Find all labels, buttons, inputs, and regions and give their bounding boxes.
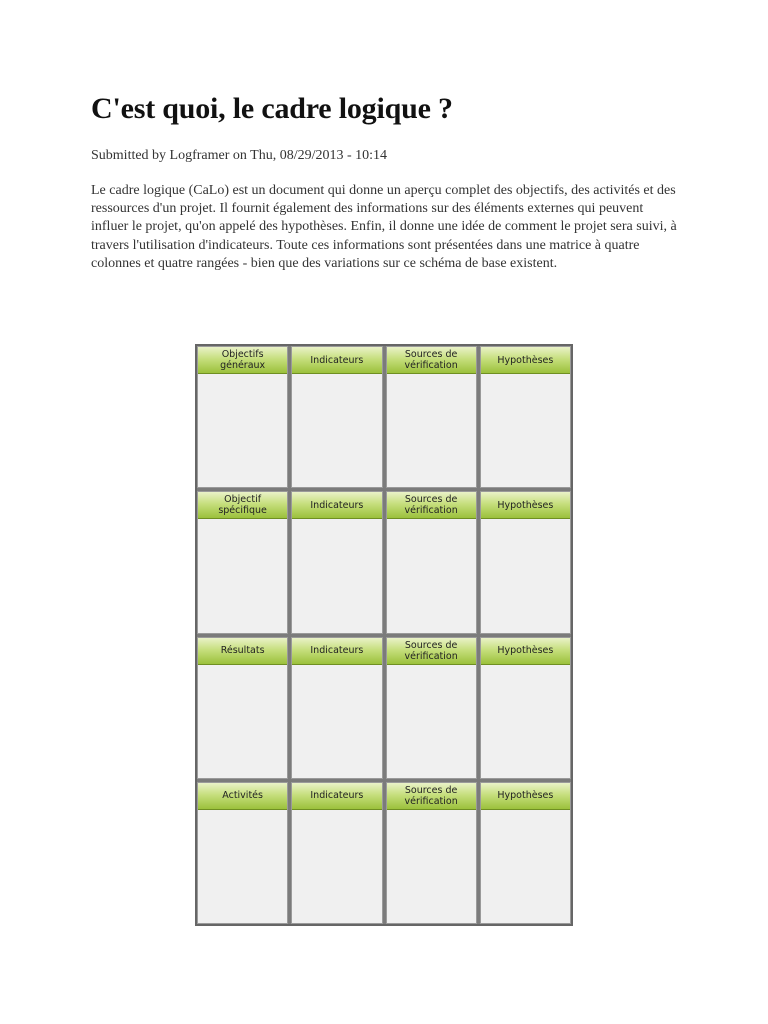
matrix-cell — [386, 782, 477, 924]
cell-body — [387, 810, 476, 923]
cell-body — [481, 519, 570, 632]
cell-header: Indicateurs — [292, 492, 381, 519]
page-title: C'est quoi, le cadre logique ? — [91, 92, 453, 125]
matrix-cell — [480, 346, 571, 488]
cell-header: Sources de vérification — [387, 492, 476, 519]
cell-header: Objectifs généraux — [198, 347, 287, 374]
cell-header: Hypothèses — [481, 638, 570, 665]
matrix-cell — [291, 491, 382, 633]
matrix-cell — [291, 346, 382, 488]
matrix-cell — [480, 637, 571, 779]
matrix-cell — [197, 782, 288, 924]
matrix-cell — [386, 346, 477, 488]
cell-body — [481, 665, 570, 778]
cell-body — [198, 665, 287, 778]
cell-header: Sources de vérification — [387, 783, 476, 810]
matrix-cell — [386, 637, 477, 779]
cell-header: Résultats — [198, 638, 287, 665]
cell-body — [292, 810, 381, 923]
cell-body — [387, 519, 476, 632]
cell-body — [292, 519, 381, 632]
matrix-cell — [480, 782, 571, 924]
cell-header: Sources de vérification — [387, 347, 476, 374]
cell-body — [198, 810, 287, 923]
matrix-cell — [197, 491, 288, 633]
cell-header: Hypothèses — [481, 492, 570, 519]
cell-header: Indicateurs — [292, 638, 381, 665]
cell-body — [481, 374, 570, 487]
logframe-matrix — [195, 344, 573, 926]
cell-header: Hypothèses — [481, 783, 570, 810]
matrix-cell — [480, 491, 571, 633]
matrix-cell — [291, 782, 382, 924]
cell-header: Indicateurs — [292, 783, 381, 810]
cell-header: Sources de vérification — [387, 638, 476, 665]
matrix-cell — [197, 637, 288, 779]
matrix-cell — [291, 637, 382, 779]
cell-header: Hypothèses — [481, 347, 570, 374]
cell-body — [198, 374, 287, 487]
matrix-cell — [386, 491, 477, 633]
cell-body — [292, 665, 381, 778]
cell-body — [198, 519, 287, 632]
cell-body — [292, 374, 381, 487]
cell-header: Activités — [198, 783, 287, 810]
cell-body — [481, 810, 570, 923]
matrix-cell — [197, 346, 288, 488]
cell-header: Indicateurs — [292, 347, 381, 374]
cell-body — [387, 374, 476, 487]
cell-header: Objectif spécifique — [198, 492, 287, 519]
cell-body — [387, 665, 476, 778]
submitted-info: Submitted by Logframer on Thu, 08/29/2013 - 10:14 — [91, 148, 388, 163]
article-body: Le cadre logique (CaLo) est un document qui donne un aperçu complet des objectifs, des activités et des ressources d'un projet. Il fournit également des informations sur des éléments externes qui peuvent influer le projet, qu'on appelé des hypothèses. Enfin, il donne une idée de comment le projet sera suivi, à travers l'utilisation d'indicateurs. Toute ces informations sont présentées dans une matrice à quatre colonnes et quatre rangées - bien que des variations sur ce schéma de base existent. — [91, 183, 677, 271]
